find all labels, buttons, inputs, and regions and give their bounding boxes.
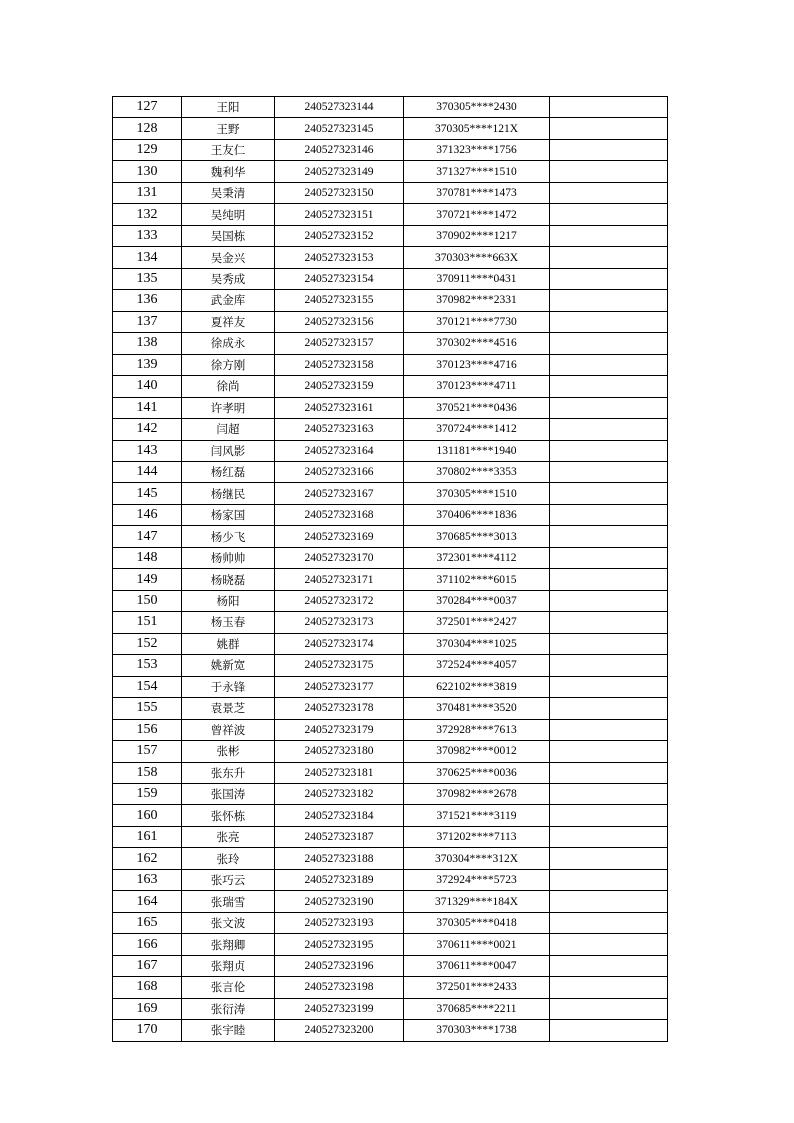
- row-number: 144: [113, 461, 182, 482]
- table-row: [113, 97, 668, 118]
- id-number: 370305****2430: [404, 97, 550, 118]
- id-number: 370521****0436: [404, 397, 550, 418]
- person-name: 姚新宽: [182, 655, 275, 676]
- id-number: 370982****2678: [404, 784, 550, 805]
- id-number: 370304****1025: [404, 633, 550, 654]
- row-number: 152: [113, 633, 182, 654]
- table-row: [113, 225, 668, 246]
- remark-cell: [550, 268, 668, 289]
- person-name: 张巧云: [182, 869, 275, 890]
- row-number: 131: [113, 182, 182, 203]
- table-row: [113, 848, 668, 869]
- table-row: [113, 354, 668, 375]
- person-name: 张东升: [182, 762, 275, 783]
- remark-cell: [550, 869, 668, 890]
- remark-cell: [550, 504, 668, 525]
- table-row: [113, 397, 668, 418]
- ticket-number: 240527323190: [275, 891, 404, 912]
- id-number: 370781****1473: [404, 182, 550, 203]
- row-number: 148: [113, 547, 182, 568]
- row-number: 128: [113, 118, 182, 139]
- remark-cell: [550, 612, 668, 633]
- person-name: 杨家国: [182, 504, 275, 525]
- person-name: 徐方刚: [182, 354, 275, 375]
- id-number: 372928****7613: [404, 719, 550, 740]
- remark-cell: [550, 891, 668, 912]
- row-number: 167: [113, 955, 182, 976]
- ticket-number: 240527323181: [275, 762, 404, 783]
- table-row: [113, 998, 668, 1019]
- table-row: [113, 504, 668, 525]
- ticket-number: 240527323155: [275, 290, 404, 311]
- ticket-number: 240527323199: [275, 998, 404, 1019]
- table-row: [113, 891, 668, 912]
- table-row: [113, 912, 668, 933]
- row-number: 143: [113, 440, 182, 461]
- row-number: 149: [113, 569, 182, 590]
- id-number: 370305****1510: [404, 483, 550, 504]
- person-name: 张衍涛: [182, 998, 275, 1019]
- row-number: 130: [113, 161, 182, 182]
- row-number: 165: [113, 912, 182, 933]
- table-row: [113, 612, 668, 633]
- row-number: 168: [113, 977, 182, 998]
- ticket-number: 240527323173: [275, 612, 404, 633]
- person-name: 张言伦: [182, 977, 275, 998]
- id-number: 370721****1472: [404, 204, 550, 225]
- table-row: [113, 784, 668, 805]
- id-number: 370481****3520: [404, 698, 550, 719]
- remark-cell: [550, 784, 668, 805]
- row-number: 146: [113, 504, 182, 525]
- row-number: 127: [113, 97, 182, 118]
- ticket-number: 240527323168: [275, 504, 404, 525]
- id-number: 371102****6015: [404, 569, 550, 590]
- table-row: [113, 826, 668, 847]
- id-number: 372501****2433: [404, 977, 550, 998]
- row-number: 156: [113, 719, 182, 740]
- ticket-number: 240527323184: [275, 805, 404, 826]
- person-name: 张怀栋: [182, 805, 275, 826]
- table-row: [113, 590, 668, 611]
- ticket-number: 240527323161: [275, 397, 404, 418]
- ticket-number: 240527323179: [275, 719, 404, 740]
- person-name: 张玲: [182, 848, 275, 869]
- ticket-number: 240527323158: [275, 354, 404, 375]
- ticket-number: 240527323169: [275, 526, 404, 547]
- id-number: 370802****3353: [404, 461, 550, 482]
- ticket-number: 240527323151: [275, 204, 404, 225]
- row-number: 158: [113, 762, 182, 783]
- row-number: 169: [113, 998, 182, 1019]
- ticket-number: 240527323200: [275, 1020, 404, 1041]
- table-row: [113, 869, 668, 890]
- row-number: 136: [113, 290, 182, 311]
- person-name: 袁景芝: [182, 698, 275, 719]
- remark-cell: [550, 655, 668, 676]
- id-number: 372924****5723: [404, 869, 550, 890]
- person-name: 王友仁: [182, 139, 275, 160]
- ticket-number: 240527323157: [275, 333, 404, 354]
- remark-cell: [550, 182, 668, 203]
- ticket-number: 240527323180: [275, 741, 404, 762]
- ticket-number: 240527323167: [275, 483, 404, 504]
- remark-cell: [550, 440, 668, 461]
- roster-table: [112, 96, 668, 1042]
- ticket-number: 240527323171: [275, 569, 404, 590]
- person-name: 曾祥波: [182, 719, 275, 740]
- id-number: 370685****2211: [404, 998, 550, 1019]
- table-row: [113, 204, 668, 225]
- remark-cell: [550, 547, 668, 568]
- id-number: 370982****2331: [404, 290, 550, 311]
- table-row: [113, 547, 668, 568]
- id-number: 370611****0021: [404, 934, 550, 955]
- remark-cell: [550, 590, 668, 611]
- table-row: [113, 762, 668, 783]
- row-number: 153: [113, 655, 182, 676]
- table-row: [113, 461, 668, 482]
- id-number: 370123****4716: [404, 354, 550, 375]
- remark-cell: [550, 633, 668, 654]
- table-row: [113, 419, 668, 440]
- person-name: 杨晓磊: [182, 569, 275, 590]
- row-number: 134: [113, 247, 182, 268]
- remark-cell: [550, 741, 668, 762]
- person-name: 张亮: [182, 826, 275, 847]
- table-row: [113, 118, 668, 139]
- table-row: [113, 440, 668, 461]
- id-number: 370625****0036: [404, 762, 550, 783]
- table-row: [113, 676, 668, 697]
- table-row: [113, 161, 668, 182]
- roster-table-body: [113, 97, 668, 1042]
- table-row: [113, 955, 668, 976]
- id-number: 372301****4112: [404, 547, 550, 568]
- row-number: 170: [113, 1020, 182, 1041]
- remark-cell: [550, 333, 668, 354]
- remark-cell: [550, 311, 668, 332]
- remark-cell: [550, 97, 668, 118]
- remark-cell: [550, 569, 668, 590]
- remark-cell: [550, 397, 668, 418]
- table-row: [113, 311, 668, 332]
- ticket-number: 240527323198: [275, 977, 404, 998]
- id-number: 622102****3819: [404, 676, 550, 697]
- id-number: 370406****1836: [404, 504, 550, 525]
- ticket-number: 240527323170: [275, 547, 404, 568]
- row-number: 151: [113, 612, 182, 633]
- ticket-number: 240527323145: [275, 118, 404, 139]
- row-number: 154: [113, 676, 182, 697]
- row-number: 159: [113, 784, 182, 805]
- row-number: 141: [113, 397, 182, 418]
- person-name: 张彬: [182, 741, 275, 762]
- table-row: [113, 698, 668, 719]
- person-name: 张国涛: [182, 784, 275, 805]
- ticket-number: 240527323166: [275, 461, 404, 482]
- remark-cell: [550, 848, 668, 869]
- id-number: 370284****0037: [404, 590, 550, 611]
- ticket-number: 240527323159: [275, 376, 404, 397]
- id-number: 371329****184X: [404, 891, 550, 912]
- id-number: 371202****7113: [404, 826, 550, 847]
- id-number: 371323****1756: [404, 139, 550, 160]
- row-number: 166: [113, 934, 182, 955]
- id-number: 372524****4057: [404, 655, 550, 676]
- person-name: 姚群: [182, 633, 275, 654]
- table-row: [113, 182, 668, 203]
- person-name: 张翔卿: [182, 934, 275, 955]
- table-row: [113, 247, 668, 268]
- id-number: 370911****0431: [404, 268, 550, 289]
- row-number: 161: [113, 826, 182, 847]
- remark-cell: [550, 225, 668, 246]
- person-name: 王阳: [182, 97, 275, 118]
- id-number: 370982****0012: [404, 741, 550, 762]
- person-name: 杨红磊: [182, 461, 275, 482]
- row-number: 132: [113, 204, 182, 225]
- row-number: 160: [113, 805, 182, 826]
- ticket-number: 240527323154: [275, 268, 404, 289]
- ticket-number: 240527323156: [275, 311, 404, 332]
- table-row: [113, 569, 668, 590]
- person-name: 夏祥友: [182, 311, 275, 332]
- id-number: 131181****1940: [404, 440, 550, 461]
- row-number: 139: [113, 354, 182, 375]
- ticket-number: 240527323149: [275, 161, 404, 182]
- person-name: 张文波: [182, 912, 275, 933]
- remark-cell: [550, 118, 668, 139]
- row-number: 164: [113, 891, 182, 912]
- ticket-number: 240527323174: [275, 633, 404, 654]
- remark-cell: [550, 139, 668, 160]
- remark-cell: [550, 483, 668, 504]
- remark-cell: [550, 719, 668, 740]
- ticket-number: 240527323172: [275, 590, 404, 611]
- person-name: 徐尚: [182, 376, 275, 397]
- table-row: [113, 139, 668, 160]
- remark-cell: [550, 805, 668, 826]
- person-name: 武金库: [182, 290, 275, 311]
- ticket-number: 240527323152: [275, 225, 404, 246]
- table-row: [113, 655, 668, 676]
- person-name: 吴秉清: [182, 182, 275, 203]
- ticket-number: 240527323182: [275, 784, 404, 805]
- person-name: 吴金兴: [182, 247, 275, 268]
- person-name: 于永锋: [182, 676, 275, 697]
- ticket-number: 240527323163: [275, 419, 404, 440]
- table-row: [113, 483, 668, 504]
- remark-cell: [550, 698, 668, 719]
- table-row: [113, 741, 668, 762]
- ticket-number: 240527323195: [275, 934, 404, 955]
- table-row: [113, 805, 668, 826]
- person-name: 魏利华: [182, 161, 275, 182]
- person-name: 吴国栋: [182, 225, 275, 246]
- ticket-number: 240527323144: [275, 97, 404, 118]
- person-name: 吴纯明: [182, 204, 275, 225]
- ticket-number: 240527323187: [275, 826, 404, 847]
- id-number: 370121****7730: [404, 311, 550, 332]
- id-number: 370303****1738: [404, 1020, 550, 1041]
- remark-cell: [550, 204, 668, 225]
- person-name: 闫风影: [182, 440, 275, 461]
- person-name: 杨帅帅: [182, 547, 275, 568]
- person-name: 许孝明: [182, 397, 275, 418]
- remark-cell: [550, 955, 668, 976]
- person-name: 杨玉春: [182, 612, 275, 633]
- remark-cell: [550, 676, 668, 697]
- remark-cell: [550, 161, 668, 182]
- remark-cell: [550, 526, 668, 547]
- remark-cell: [550, 998, 668, 1019]
- table-row: [113, 633, 668, 654]
- table-row: [113, 719, 668, 740]
- row-number: 140: [113, 376, 182, 397]
- person-name: 徐成永: [182, 333, 275, 354]
- remark-cell: [550, 934, 668, 955]
- ticket-number: 240527323189: [275, 869, 404, 890]
- id-number: 370611****0047: [404, 955, 550, 976]
- table-row: [113, 526, 668, 547]
- table-row: [113, 1020, 668, 1041]
- person-name: 张瑞雪: [182, 891, 275, 912]
- person-name: 闫超: [182, 419, 275, 440]
- person-name: 杨阳: [182, 590, 275, 611]
- remark-cell: [550, 419, 668, 440]
- id-number: 370685****3013: [404, 526, 550, 547]
- id-number: 370724****1412: [404, 419, 550, 440]
- ticket-number: 240527323146: [275, 139, 404, 160]
- ticket-number: 240527323178: [275, 698, 404, 719]
- row-number: 138: [113, 333, 182, 354]
- ticket-number: 240527323193: [275, 912, 404, 933]
- ticket-number: 240527323164: [275, 440, 404, 461]
- id-number: 370302****4516: [404, 333, 550, 354]
- table-row: [113, 376, 668, 397]
- remark-cell: [550, 912, 668, 933]
- row-number: 150: [113, 590, 182, 611]
- id-number: 370123****4711: [404, 376, 550, 397]
- row-number: 129: [113, 139, 182, 160]
- id-number: 370304****312X: [404, 848, 550, 869]
- id-number: 370305****121X: [404, 118, 550, 139]
- table-row: [113, 934, 668, 955]
- remark-cell: [550, 247, 668, 268]
- remark-cell: [550, 1020, 668, 1041]
- row-number: 147: [113, 526, 182, 547]
- id-number: 371521****3119: [404, 805, 550, 826]
- ticket-number: 240527323177: [275, 676, 404, 697]
- table-row: [113, 977, 668, 998]
- row-number: 135: [113, 268, 182, 289]
- person-name: 杨继民: [182, 483, 275, 504]
- ticket-number: 240527323196: [275, 955, 404, 976]
- ticket-number: 240527323153: [275, 247, 404, 268]
- row-number: 162: [113, 848, 182, 869]
- ticket-number: 240527323150: [275, 182, 404, 203]
- id-number: 370303****663X: [404, 247, 550, 268]
- remark-cell: [550, 461, 668, 482]
- row-number: 137: [113, 311, 182, 332]
- row-number: 163: [113, 869, 182, 890]
- person-name: 张翔贞: [182, 955, 275, 976]
- remark-cell: [550, 826, 668, 847]
- table-row: [113, 290, 668, 311]
- ticket-number: 240527323188: [275, 848, 404, 869]
- id-number: 370305****0418: [404, 912, 550, 933]
- id-number: 371327****1510: [404, 161, 550, 182]
- remark-cell: [550, 376, 668, 397]
- ticket-number: 240527323175: [275, 655, 404, 676]
- person-name: 王野: [182, 118, 275, 139]
- row-number: 133: [113, 225, 182, 246]
- remark-cell: [550, 354, 668, 375]
- person-name: 杨少飞: [182, 526, 275, 547]
- remark-cell: [550, 290, 668, 311]
- remark-cell: [550, 762, 668, 783]
- table-row: [113, 268, 668, 289]
- person-name: 吴秀成: [182, 268, 275, 289]
- row-number: 157: [113, 741, 182, 762]
- id-number: 370902****1217: [404, 225, 550, 246]
- row-number: 145: [113, 483, 182, 504]
- table-row: [113, 333, 668, 354]
- row-number: 142: [113, 419, 182, 440]
- row-number: 155: [113, 698, 182, 719]
- remark-cell: [550, 977, 668, 998]
- id-number: 372501****2427: [404, 612, 550, 633]
- person-name: 张宇睦: [182, 1020, 275, 1041]
